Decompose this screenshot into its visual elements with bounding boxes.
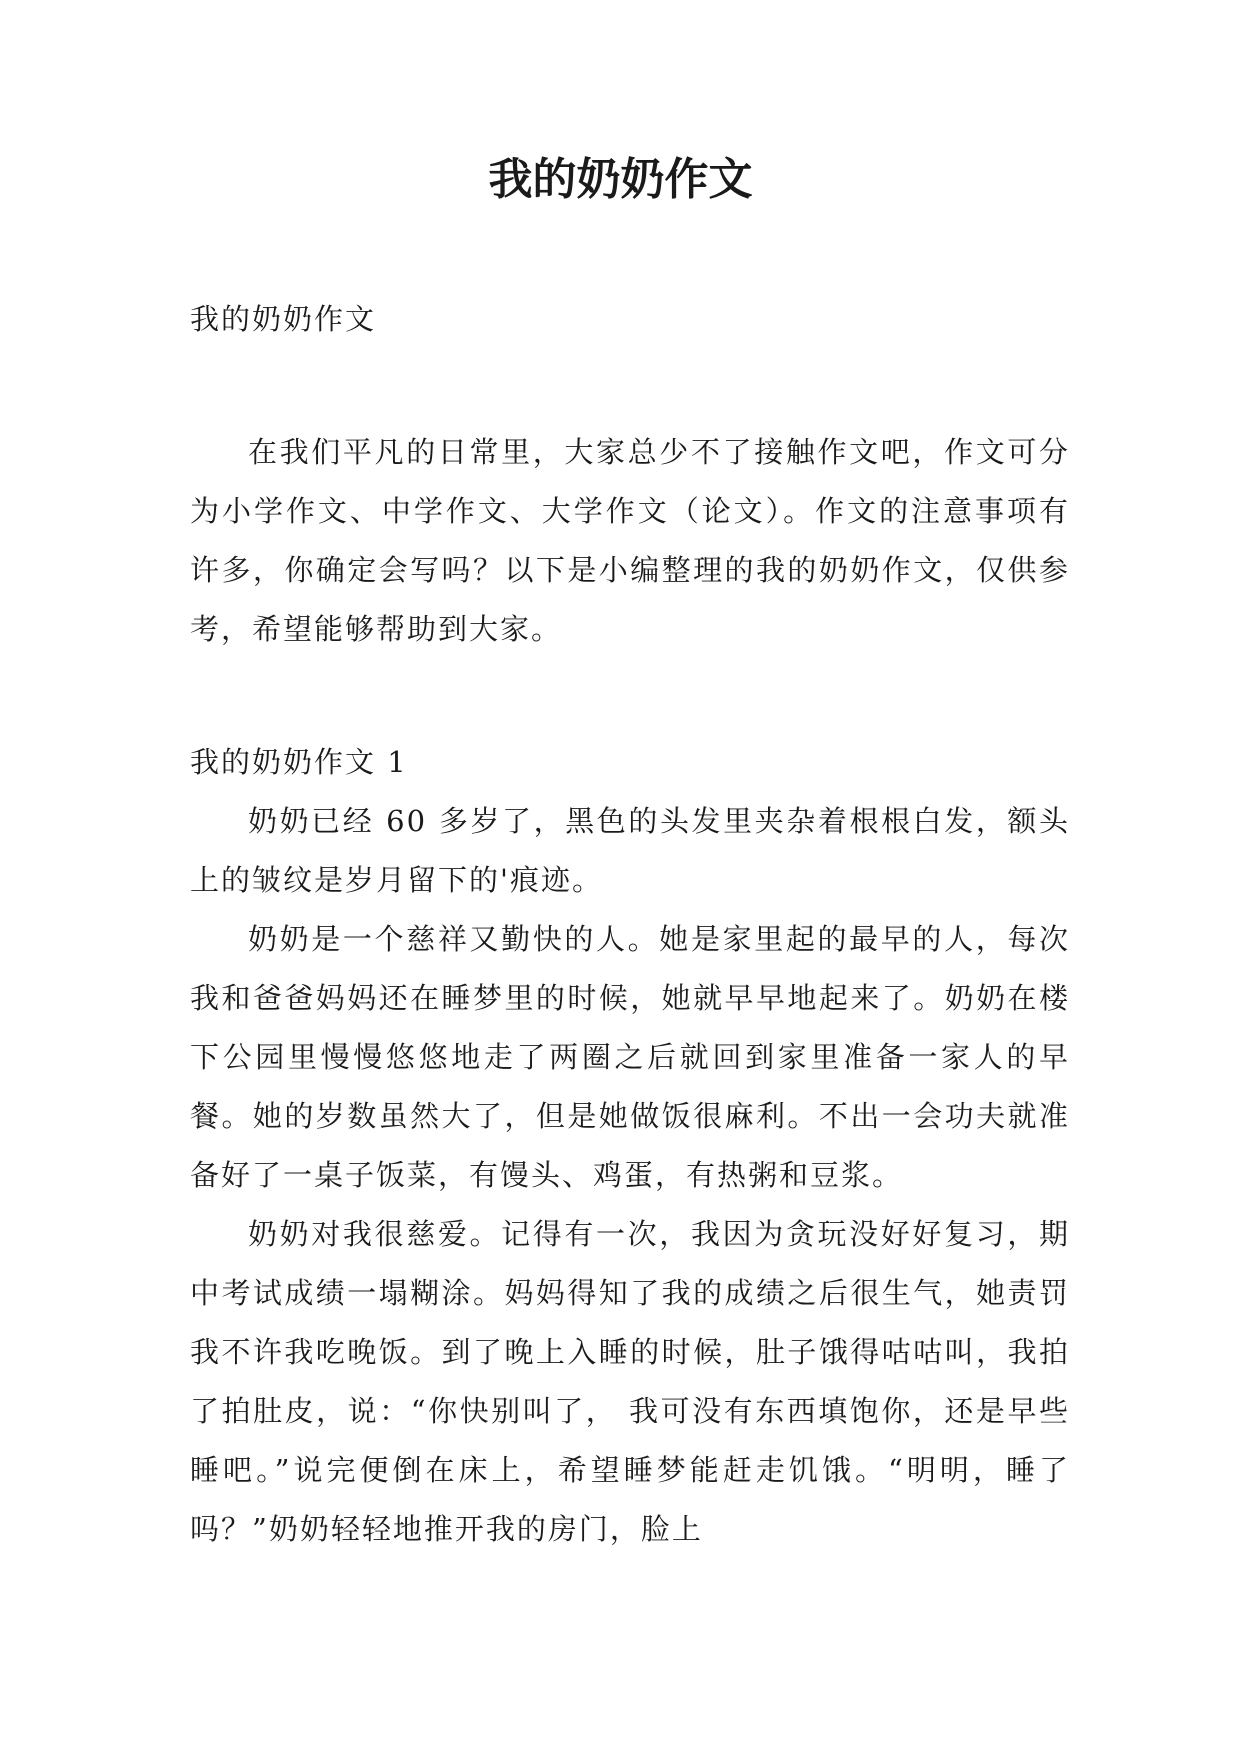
document-body <box>190 290 1070 1559</box>
document-subtitle: 我的奶奶作文 <box>190 302 377 336</box>
body-paragraph: 奶奶是一个慈祥又勤快的人。她是家里起的最早的人，每次我和爸爸妈妈还在睡梦里的时候，她就早早地起来了。奶奶在楼下公园里慢慢悠悠地走了两圈之后就回到家里准备一家人的早餐。她的岁数虽然大了，但是她做饭很麻利。不出一会功夫就准备好了一桌子饭菜，有馒头、鸡蛋，有热粥和豆浆。 <box>190 922 1070 1192</box>
section-heading: 我的奶奶作文 1 <box>190 745 408 779</box>
document-title: 我的奶奶作文 <box>488 154 753 205</box>
body-paragraph: 奶奶对我很慈爱。记得有一次，我因为贪玩没好好复习，期中考试成绩一塌糊涂。妈妈得知了我的成绩之后很生气，她责罚我不许我吃晚饭。到了晚上入睡的时候，肚子饿得咕咕叫，我拍了拍肚皮，说：“你快别叫了， 我可没有东西填饱你，还是早些睡吧。”说完便倒在床上，希望睡梦能赶走饥饿。“明明，睡了吗？”奶奶轻轻地推开我的房门，脸上 <box>190 1217 1070 1546</box>
intro-paragraph: 在我们平凡的日常里，大家总少不了接触作文吧，作文可分为小学作文、中学作文、大学作文（论文）。作文的注意事项有许多，你确定会写吗？以下是小编整理的我的奶奶作文，仅供参考，希望能够帮助到大家。 <box>190 435 1070 646</box>
body-paragraph: 奶奶已经 60 多岁了，黑色的头发里夹杂着根根白发，额头上的皱纹是岁月留下的'痕迹。 <box>190 804 1070 897</box>
